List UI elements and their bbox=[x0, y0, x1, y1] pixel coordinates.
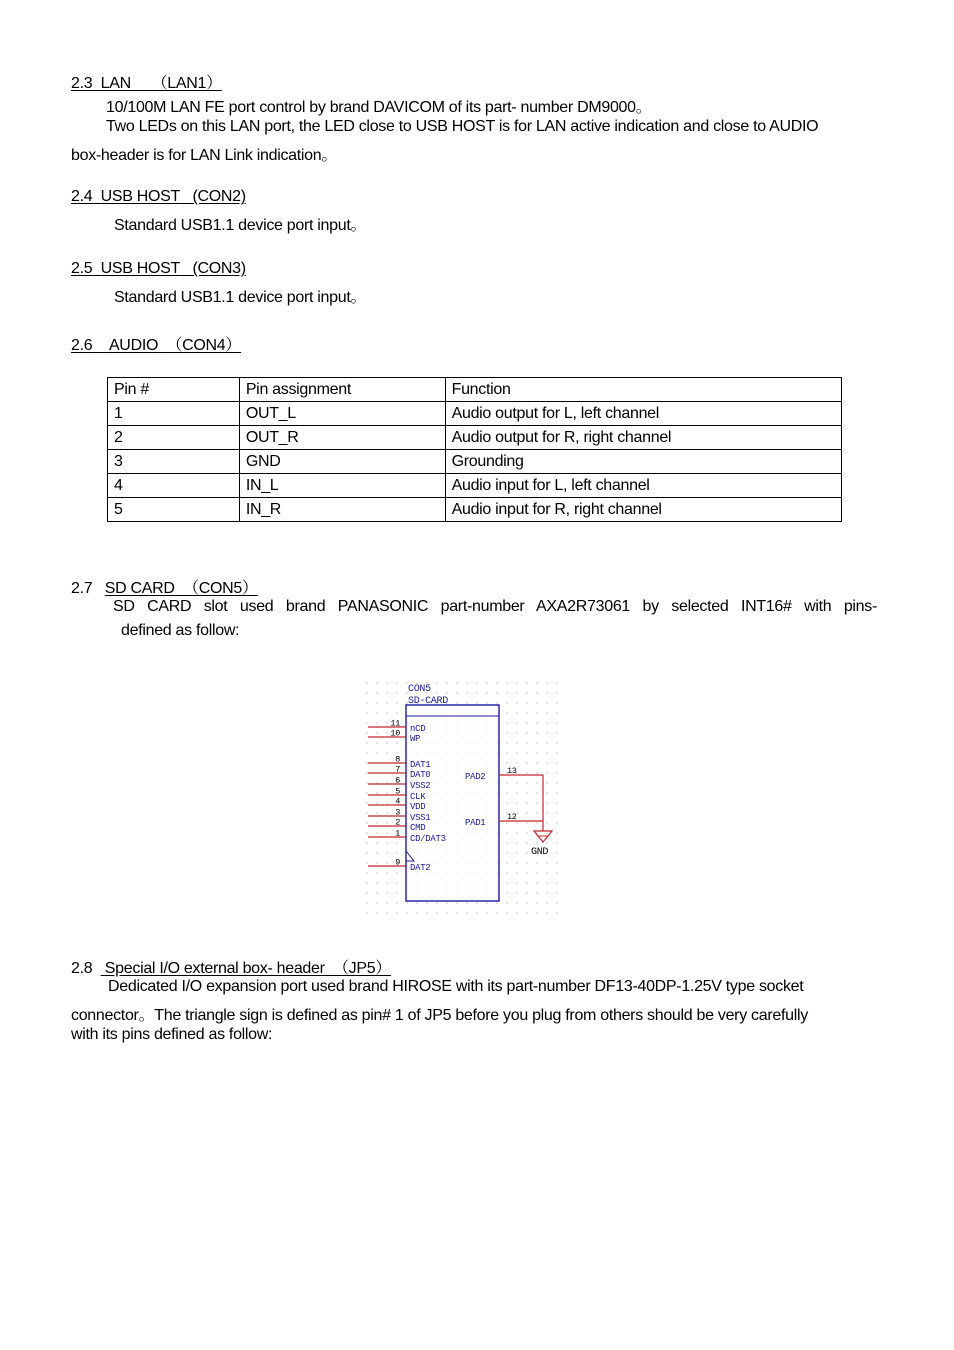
table-row bbox=[108, 474, 842, 498]
table-cell: Audio output for R, right channel bbox=[445, 426, 841, 450]
section-title: USB HOST bbox=[100, 188, 181, 205]
connector-ref-label: CON5 bbox=[408, 684, 431, 695]
usb-host-con2-text: Standard USB1.1 device port input。 bbox=[114, 217, 367, 234]
section-title: LAN bbox=[100, 75, 131, 92]
table-cell: OUT_R bbox=[239, 426, 445, 450]
pin-name-13: PAD2 bbox=[465, 772, 486, 782]
section-title: AUDIO bbox=[108, 337, 159, 354]
pin-name-8: DAT1 bbox=[410, 760, 431, 770]
lan-paragraph-line-2: Two LEDs on this LAN port, the LED close to USB HOST is for LAN active indication and close to AUDIO bbox=[106, 118, 819, 135]
pin-name-6: VSS2 bbox=[410, 781, 431, 791]
table-row bbox=[108, 426, 842, 450]
sd-card-paragraph-line-2: defined as follow: bbox=[121, 622, 240, 639]
pin-name-2: CMD bbox=[410, 823, 426, 833]
section-number: 2.8 bbox=[71, 960, 93, 977]
audio-pin-table bbox=[107, 377, 842, 522]
section-ref: (CON2) bbox=[192, 188, 246, 205]
pin-name-4: VDD bbox=[410, 802, 426, 812]
pin-number-5: 5 bbox=[395, 786, 400, 797]
pin-number-10: 10 bbox=[390, 728, 400, 739]
pin-name-11: nCD bbox=[410, 724, 426, 734]
pin-name-10: WP bbox=[410, 734, 421, 744]
table-cell: 4 bbox=[108, 474, 240, 498]
pin-number-8: 8 bbox=[395, 754, 400, 765]
pin-name-7: DAT0 bbox=[410, 770, 431, 780]
section-heading-audio bbox=[71, 332, 241, 355]
pin-number-6: 6 bbox=[395, 775, 400, 786]
section-number: 2.6 bbox=[71, 337, 93, 354]
special-io-paragraph-line-1: Dedicated I/O expansion port used brand HIROSE with its part-number DF13-40DP-1.25V type socket bbox=[108, 978, 804, 995]
section-ref: （CON5） bbox=[183, 580, 258, 597]
table-cell: Audio output for L, left channel bbox=[445, 402, 841, 426]
table-cell: IN_L bbox=[239, 474, 445, 498]
pin-number-11: 11 bbox=[390, 718, 400, 729]
sd-card-schematic bbox=[362, 678, 562, 918]
usb-host-con3-text: Standard USB1.1 device port input。 bbox=[114, 289, 367, 306]
table-header-function: Function bbox=[445, 378, 841, 402]
special-io-paragraph-line-2: connector。The triangle sign is defined as pin# 1 of JP5 before you plug from others should be very carefully bbox=[71, 1007, 808, 1024]
table-cell: Audio input for R, right channel bbox=[445, 498, 841, 522]
table-cell: IN_R bbox=[239, 498, 445, 522]
pin-number-12: 12 bbox=[507, 812, 517, 822]
section-heading-usb-host-con2 bbox=[71, 188, 246, 206]
table-header-row bbox=[108, 378, 842, 402]
table-header-assignment: Pin assignment bbox=[239, 378, 445, 402]
section-number: 2.5 bbox=[71, 260, 93, 277]
lan-paragraph-line-3: box-header is for LAN Link indication。 bbox=[71, 147, 338, 164]
pin-number-4: 4 bbox=[395, 796, 400, 807]
pin-name-1: CD/DAT3 bbox=[410, 834, 446, 844]
pin-number-2: 2 bbox=[395, 817, 400, 828]
pin-number-3: 3 bbox=[395, 807, 400, 818]
lan-paragraph-line-1: 10/100M LAN FE port control by brand DAVICOM of its part- number DM9000。 bbox=[106, 99, 652, 116]
ground-label: GND bbox=[531, 847, 549, 858]
table-row bbox=[108, 498, 842, 522]
pin-number-9: 9 bbox=[395, 857, 400, 868]
pin-number-13: 13 bbox=[507, 766, 517, 776]
table-cell: 2 bbox=[108, 426, 240, 450]
sd-card-paragraph-line-1: SD CARD slot used brand PANASONIC part-number AXA2R73061 by selected INT16# with pins- bbox=[113, 598, 877, 615]
section-heading-sd-card bbox=[71, 575, 258, 598]
section-ref: （JP5） bbox=[332, 960, 392, 977]
section-title: SD CARD bbox=[104, 580, 175, 597]
table-row bbox=[108, 450, 842, 474]
table-cell: GND bbox=[239, 450, 445, 474]
pin-name-5: CLK bbox=[410, 792, 426, 802]
section-heading-special-io bbox=[71, 955, 391, 978]
section-ref: (CON3) bbox=[192, 260, 246, 277]
section-ref: （LAN1） bbox=[151, 75, 222, 92]
table-row bbox=[108, 402, 842, 426]
section-heading-lan bbox=[71, 70, 222, 93]
special-io-paragraph-line-3: with its pins defined as follow: bbox=[71, 1026, 273, 1043]
table-cell: OUT_L bbox=[239, 402, 445, 426]
pin-number-7: 7 bbox=[395, 764, 400, 775]
table-cell: 3 bbox=[108, 450, 240, 474]
section-ref: （CON4） bbox=[166, 337, 242, 354]
section-title: USB HOST bbox=[100, 260, 181, 277]
section-number: 2.7 bbox=[71, 580, 93, 597]
table-cell: 5 bbox=[108, 498, 240, 522]
pin-name-3: VSS1 bbox=[410, 813, 431, 823]
connector-part-label: SD-CARD bbox=[408, 696, 448, 707]
section-heading-usb-host-con3 bbox=[71, 260, 246, 278]
pin-name-12: PAD1 bbox=[465, 818, 486, 828]
pin-name-9: DAT2 bbox=[410, 863, 431, 873]
section-number: 2.3 bbox=[71, 75, 93, 92]
section-number: 2.4 bbox=[71, 188, 93, 205]
table-cell: Grounding bbox=[445, 450, 841, 474]
pin-number-1: 1 bbox=[395, 828, 400, 839]
table-header-pin: Pin # bbox=[108, 378, 240, 402]
section-title: Special I/O external box- header bbox=[104, 960, 325, 977]
table-cell: Audio input for L, left channel bbox=[445, 474, 841, 498]
table-cell: 1 bbox=[108, 402, 240, 426]
